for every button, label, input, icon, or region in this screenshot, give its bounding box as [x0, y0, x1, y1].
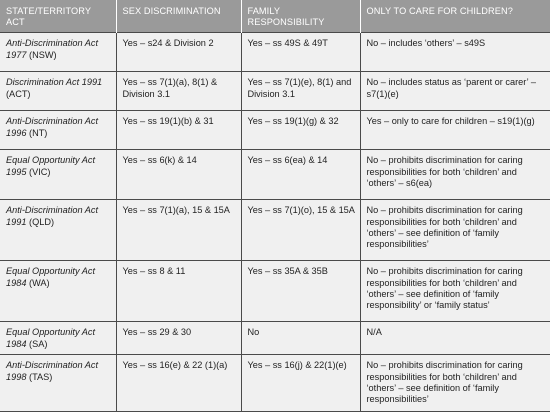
only-children-cell: No – prohibits discrimination for caring responsibilities for both ‘children’ and ‘others’ – see definition of ‘family responsibility’ or ‘family status’	[360, 261, 550, 322]
table-row	[0, 150, 550, 200]
sex-discrimination-cell: Yes – ss 8 & 11	[116, 261, 241, 322]
act-cell	[0, 200, 116, 261]
only-children-cell: N/A	[360, 322, 550, 355]
sex-discrimination-cell: Yes – ss 19(1)(b) & 31	[116, 111, 241, 150]
act-jurisdiction: (VIC)	[26, 166, 51, 177]
act-name: Anti-Discrimination Act 1998	[6, 360, 99, 382]
sex-discrimination-cell: Yes – ss 16(e) & 22 (1)(a)	[116, 355, 241, 412]
table-row	[0, 200, 550, 261]
family-responsibility-cell: Yes – ss 19(1)(g) & 32	[241, 111, 360, 150]
act-jurisdiction: (NSW)	[26, 49, 57, 60]
only-children-cell: No – includes ‘others’ – s49S	[360, 33, 550, 72]
act-jurisdiction: (SA)	[26, 338, 48, 349]
sex-discrimination-cell: Yes – ss 7(1)(a), 15 & 15A	[116, 200, 241, 261]
act-jurisdiction: (NT)	[26, 127, 48, 138]
header-row	[0, 0, 550, 33]
only-children-cell: No – prohibits discrimination for caring responsibilities for both ‘children’ and ‘others’ – see definition of ‘family responsibilities’	[360, 200, 550, 261]
header-sex-discrimination: SEX DISCRIMINATION	[116, 0, 241, 33]
table-body	[0, 33, 550, 412]
sex-discrimination-cell: Yes – ss 29 & 30	[116, 322, 241, 355]
act-jurisdiction: (QLD)	[26, 216, 55, 227]
table-row	[0, 355, 550, 412]
act-jurisdiction: (WA)	[26, 277, 50, 288]
table-header	[0, 0, 550, 33]
act-name: Anti-Discrimination Act 1991	[6, 205, 99, 227]
table-row	[0, 111, 550, 150]
act-cell	[0, 33, 116, 72]
act-name: Equal Opportunity Act 1984	[6, 327, 96, 349]
sex-discrimination-cell: Yes – s24 & Division 2	[116, 33, 241, 72]
table-row	[0, 33, 550, 72]
family-responsibility-cell: Yes – ss 16(j) & 22(1)(e)	[241, 355, 360, 412]
family-responsibility-cell: Yes – ss 49S & 49T	[241, 33, 360, 72]
only-children-cell: No – prohibits discrimination for caring responsibilities for both ‘children’ and ‘others’ – s6(ea)	[360, 150, 550, 200]
sex-discrimination-cell: Yes – ss 7(1)(a), 8(1) & Division 3.1	[116, 72, 241, 111]
act-cell	[0, 355, 116, 412]
header-only-to-care-for-children: ONLY TO CARE FOR CHILDREN?	[360, 0, 550, 33]
act-cell	[0, 111, 116, 150]
family-responsibility-cell: Yes – ss 7(1)(e), 8(1) and Division 3.1	[241, 72, 360, 111]
family-responsibility-cell: Yes – ss 7(1)(o), 15 & 15A	[241, 200, 360, 261]
table-row	[0, 322, 550, 355]
sex-discrimination-cell: Yes – ss 6(k) & 14	[116, 150, 241, 200]
act-name: Anti-Discrimination Act 1977	[6, 38, 99, 60]
header-state-territory-act: STATE/TERRITORY ACT	[0, 0, 116, 33]
table-row	[0, 72, 550, 111]
act-cell	[0, 322, 116, 355]
table-row	[0, 261, 550, 322]
act-name: Discrimination Act 1991	[6, 77, 103, 88]
act-jurisdiction: (TAS)	[26, 371, 53, 382]
act-cell	[0, 72, 116, 111]
only-children-cell: No – prohibits discrimination for caring responsibilities for both ‘children’ and ‘others’ – see definition of ‘family responsibilities’	[360, 355, 550, 412]
act-jurisdiction: (ACT)	[6, 88, 31, 99]
only-children-cell: No – includes status as ‘parent or carer’ – s7(1)(e)	[360, 72, 550, 111]
family-responsibility-cell: Yes – ss 35A & 35B	[241, 261, 360, 322]
act-cell	[0, 150, 116, 200]
only-children-cell: Yes – only to care for children – s19(1)(g)	[360, 111, 550, 150]
family-responsibility-cell: No	[241, 322, 360, 355]
act-name: Anti-Discrimination Act 1996	[6, 116, 99, 138]
act-cell	[0, 261, 116, 322]
header-family-responsibility: FAMILY RESPONSIBILITY	[241, 0, 360, 33]
act-name: Equal Opportunity Act 1984	[6, 266, 96, 288]
act-name: Equal Opportunity Act 1995	[6, 155, 96, 177]
family-responsibility-cell: Yes – ss 6(ea) & 14	[241, 150, 360, 200]
